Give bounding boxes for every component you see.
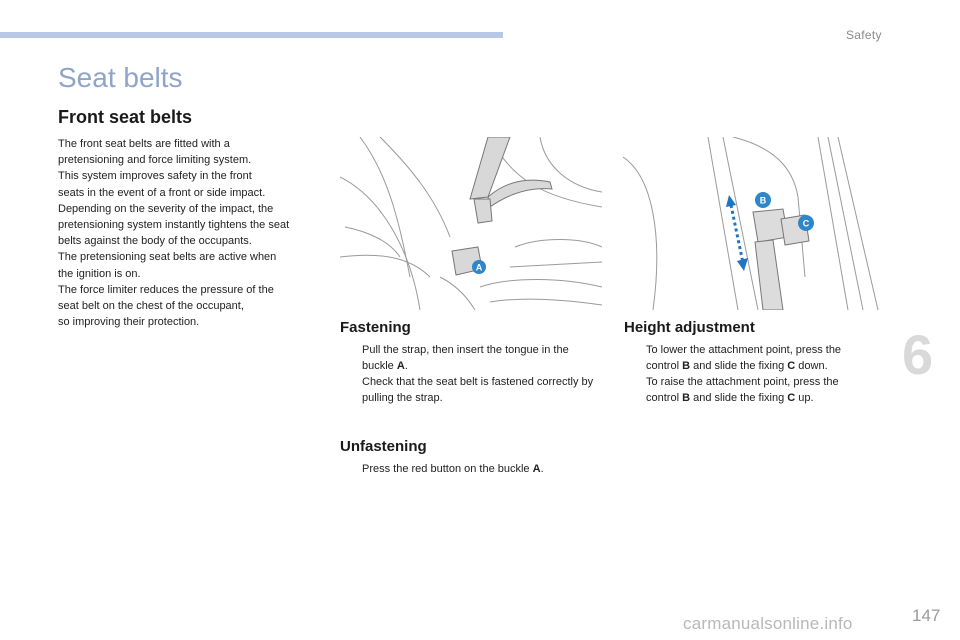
intro-line: The front seat belts are fitted with a [58,138,230,150]
header-accent-bar [0,32,503,38]
intro-line: The pretensioning seat belts are active when [58,251,277,264]
list-item: To raise the attachment point, press the control B and slide the fixing C up. [646,376,839,404]
buckle-drawing [340,137,602,310]
unfastening-heading: Unfastening [340,438,427,455]
watermark-text: carmanualsonline.info [683,614,853,633]
intro-line: belts against the body of the occupants. [58,235,252,248]
intro-text [58,136,320,330]
height-adjust-illustration [623,137,885,310]
intro-line: the ignition is on. [58,267,141,280]
callout-b-label: B [759,195,767,206]
page-title: Seat belts [58,62,183,93]
buckle-illustration [340,137,602,310]
fastening-heading: Fastening [340,319,411,336]
section-label: Safety [846,28,882,42]
intro-line: seat belt on the chest of the occupant, [58,300,244,313]
height-adjustment-heading: Height adjustment [624,319,755,336]
list-item: Check that the seat belt is fastened correctly by pulling the strap. [362,376,594,404]
page-subtitle: Front seat belts [58,107,193,127]
height-adjustment-list [624,342,874,406]
callout-c-label: C [802,218,810,229]
unfastening-list [340,461,602,477]
callout-a-label: A [475,262,483,273]
chapter-number: 6 [902,323,934,386]
list-item: Pull the strap, then insert the tongue in the buckle A. [362,344,569,372]
intro-line: pretensioning and force limiting system. [58,154,252,167]
intro-line: pretensioning system instantly tightens the seat [58,219,290,232]
intro-line: seats in the event of a front or side impact. [58,186,266,199]
fastening-list [340,342,602,406]
list-item: To lower the attachment point, press the control B and slide the fixing C down. [646,344,842,372]
page-number: 147 [912,606,941,625]
intro-line: so improving their protection. [58,316,200,329]
height-adjust-drawing [623,137,885,310]
intro-line: Depending on the severity of the impact, the [58,202,274,215]
intro-line: This system improves safety in the front [58,170,252,183]
intro-line: The force limiter reduces the pressure of the [58,283,274,296]
list-item: Press the red button on the buckle A. [362,463,544,475]
